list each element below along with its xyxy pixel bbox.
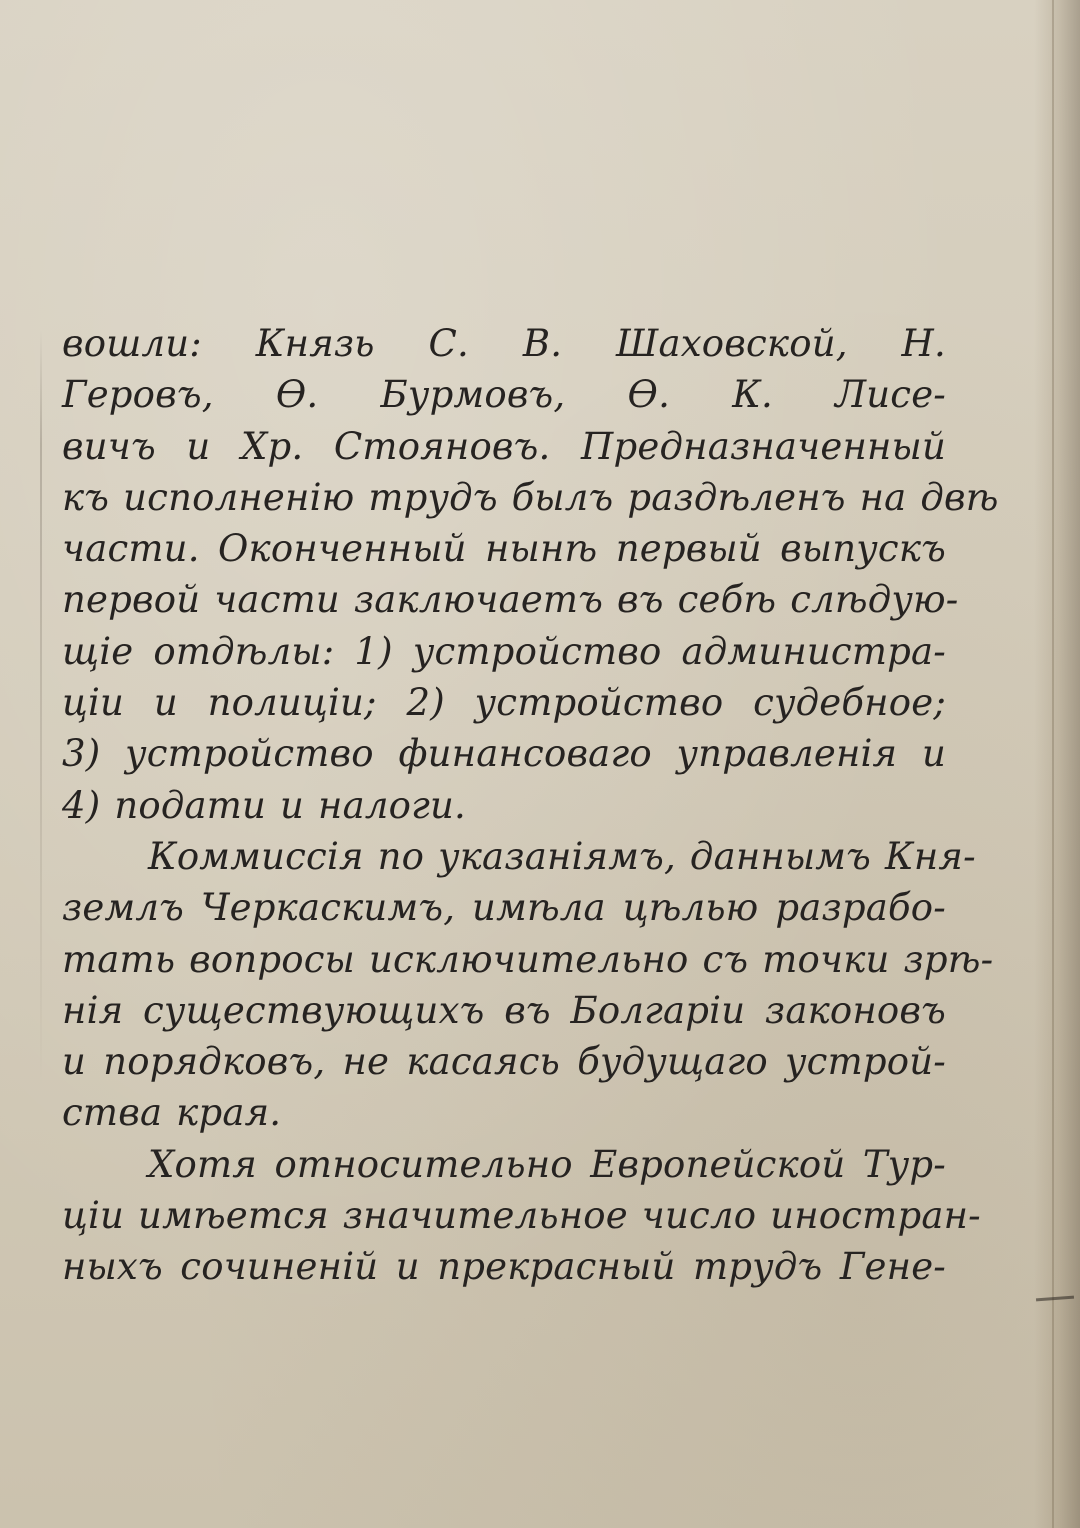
text-line: ціи имѣется значительное число иностран-: [62, 1194, 981, 1238]
text-line: Коммиссія по указаніямъ, даннымъ Кня-: [148, 834, 976, 878]
text-line: къ исполненію трудъ былъ раздѣленъ на двѣ: [62, 475, 999, 519]
text-line: землъ Черкаскимъ, имѣла цѣлью разрабо-: [62, 886, 946, 930]
text-line: первой части заключаетъ въ себѣ слѣдую-: [62, 578, 959, 622]
text-line: вошли: Князь С. В. Шаховской, Н.: [62, 322, 946, 365]
paragraph-1: [62, 318, 999, 831]
text-line: вичъ и Хр. Стояновъ. Предназначенный: [62, 424, 946, 468]
text-line: 4) подати и налоги.: [62, 783, 466, 827]
text-line: части. Оконченный нынѣ первый выпускъ: [62, 527, 946, 571]
text-line: ныхъ сочиненій и прекрасный трудъ Гене-: [62, 1245, 946, 1289]
text-line: щіе отдѣлы: 1) устройство администра-: [62, 629, 946, 673]
text-line: ціи и полиціи; 2) устройство судебное;: [62, 681, 946, 725]
text-line: Геровъ, Ѳ. Бурмовъ, Ѳ. К. Лисе-: [62, 373, 946, 417]
text-line: нія существующихъ въ Болгаріи законовъ: [62, 988, 946, 1032]
text-line: и порядковъ, не касаясь будущаго устрой-: [62, 1040, 946, 1084]
text-line: тать вопросы исключительно съ точки зрѣ-: [62, 937, 994, 981]
paragraph-3: [62, 1139, 981, 1293]
text-line: 3) устройство финансоваго управленія и: [62, 732, 946, 776]
page-text: [62, 318, 999, 1293]
paragraph-2: [62, 831, 994, 1139]
text-line: Хотя относительно Европейской Тур-: [148, 1142, 946, 1186]
margin-pencil-line: [40, 330, 42, 1090]
text-line: ства края.: [62, 1091, 282, 1135]
